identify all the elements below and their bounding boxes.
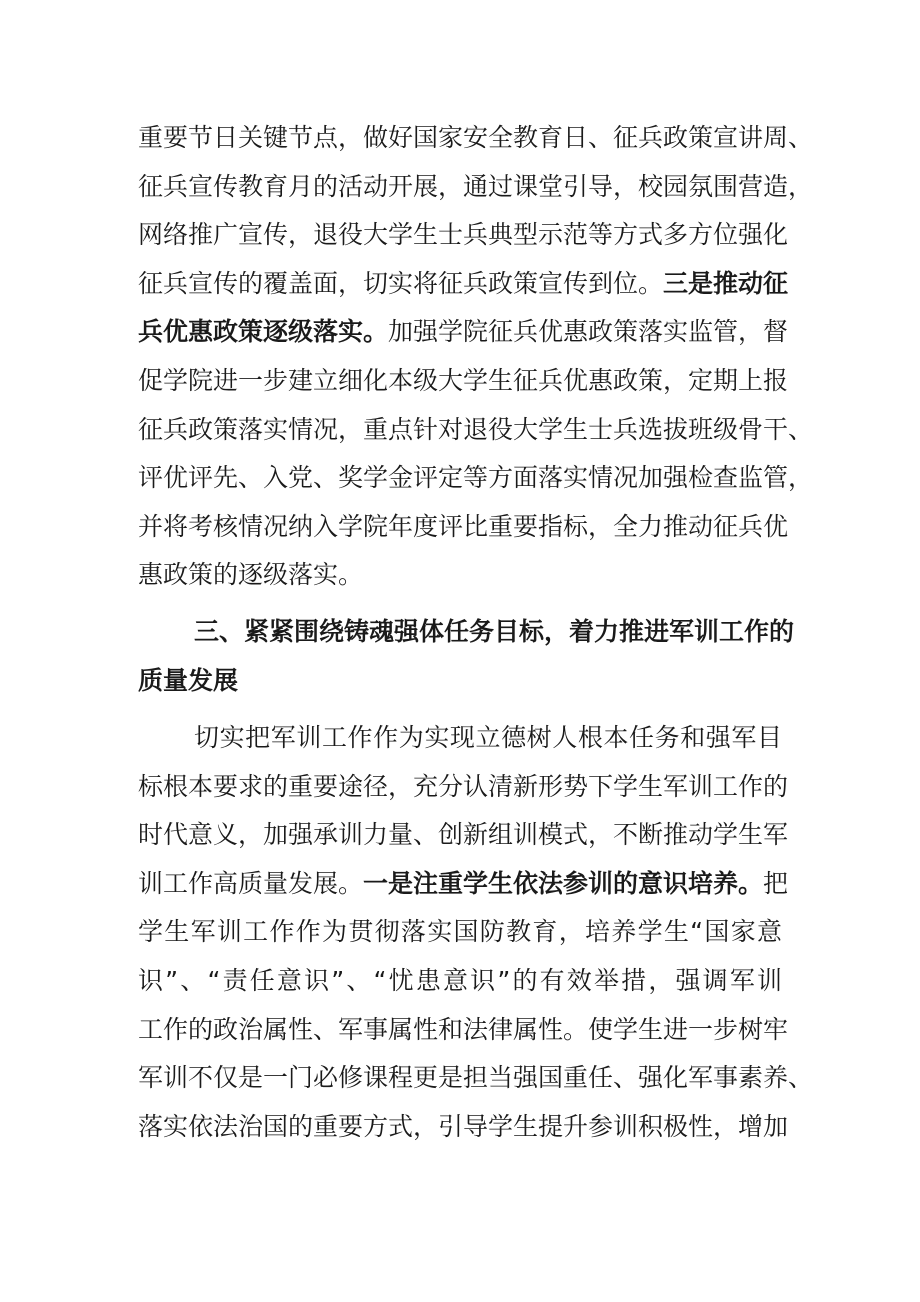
paragraph-conscription-policy (138, 114, 814, 600)
text-line: 切实把军训工作作为实现立德树人根本任务和强军目 (194, 723, 782, 752)
text-line: 军训不仅是一门必修课程更是担当强国重任、强化军事素养、 (138, 1063, 814, 1093)
text-line: 工作的政治属性、军事属性和法律属性。使学生进一步树牢 (138, 1014, 789, 1044)
text-line (138, 860, 789, 909)
text-line: 落实依法治国的重要方式，引导学生提升参训积极性，增加 (138, 1111, 789, 1141)
text-line: 学生军训工作作为贯彻落实国防教育，培养学生“国家意 (138, 917, 782, 947)
section-heading-3 (138, 608, 795, 705)
heading-line: 质量发展 (138, 665, 239, 695)
bold-point-title: 三是推动征 (663, 268, 789, 298)
bold-point-title: 兵优惠政策逐级落实。 (138, 317, 389, 347)
text-run: 征兵宣传的覆盖面，切实将征兵政策宣传到位。 (138, 268, 664, 298)
text-line: 征兵政策落实情况，重点针对退役大学生士兵选拔班级骨干、 (138, 414, 814, 444)
text-line: 惠政策的逐级落实。 (138, 560, 364, 590)
text-line: 标根本要求的重要途径，充分认清新形势下学生军训工作的 (138, 771, 789, 801)
text-line: 促学院进一步建立细化本级大学生征兵优惠政策，定期上报 (138, 365, 789, 395)
paragraph-military-training (138, 714, 814, 1151)
text-line: 网络推广宣传，退役大学生士兵典型示范等方式多方位强化 (138, 220, 789, 250)
text-line: 征兵宣传教育月的活动开展，通过课堂引导，校园氛围营造， (138, 171, 814, 201)
text-line: 时代意义，加强承训力量、创新组训模式，不断推动学生军 (138, 820, 789, 850)
text-line: 识”、“责任意识”、“忧患意识”的有效举措，强调军训 (138, 965, 782, 995)
text-run: 训工作高质量发展。 (138, 868, 364, 898)
text-line (138, 260, 789, 309)
text-line (138, 308, 789, 357)
text-run: 加强学院征兵优惠政策落实监管，督 (388, 317, 789, 347)
text-line: 并将考核情况纳入学院年度评比重要指标，全力推动征兵优 (138, 511, 789, 541)
bold-point-title: 一是注重学生依法参训的意识培养。 (363, 868, 764, 898)
heading-line: 三、紧紧围绕铸魂强体任务目标，着力推进军训工作的 (194, 617, 795, 646)
text-run: 把 (763, 868, 789, 898)
text-line: 评优评先、入党、奖学金评定等方面落实情况加强检查监管， (138, 463, 814, 493)
text-line: 重要节日关键节点，做好国家安全教育日、征兵政策宣讲周、 (138, 123, 814, 152)
